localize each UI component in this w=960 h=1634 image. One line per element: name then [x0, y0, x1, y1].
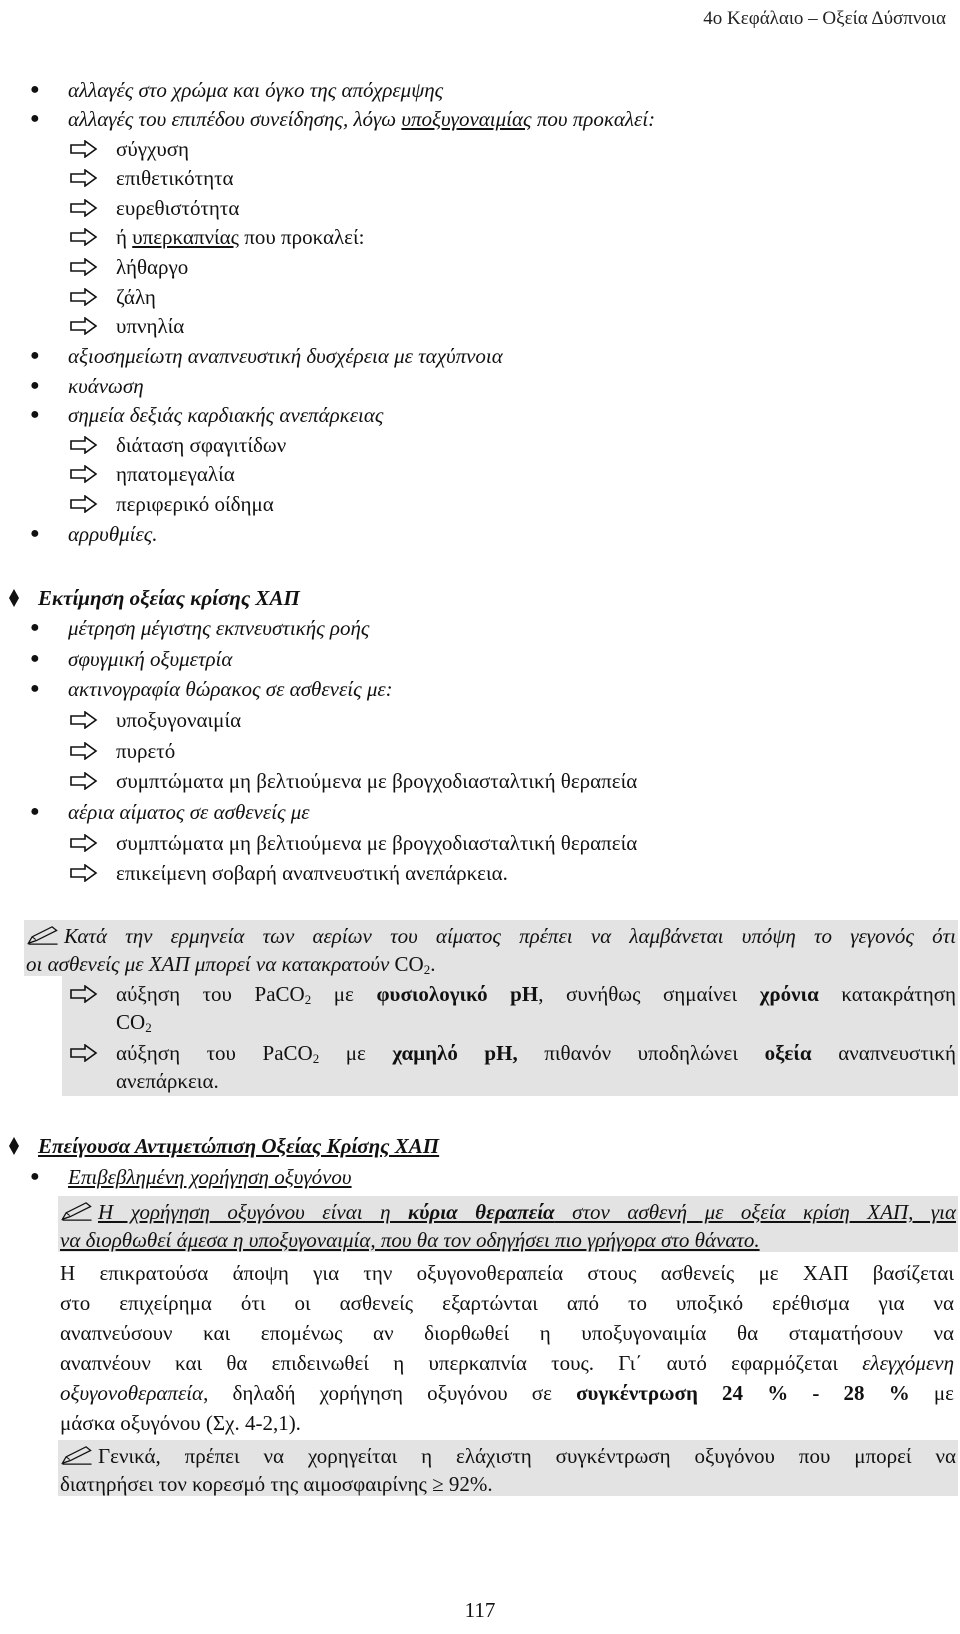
arrow-right-icon: [70, 495, 98, 513]
note-item-text: ανεπάρκεια.: [116, 1069, 219, 1093]
note-text: Η χορήγηση οξυγόνου είναι η κύρια θεραπεία στον ασθενή με οξεία κρίση ΧΑΠ, για: [60, 1198, 956, 1254]
note-text: διατηρήσει τον κορεσμό της αιμοσφαιρίνης ≥ 92%.: [60, 1472, 493, 1496]
paragraph-line: αναπνέουν και θα επιδεινωθεί η υπερκαπνία τους. Γι΄ αυτό εφαρμόζεται ελεγχόμενη: [60, 1351, 954, 1375]
bullet-icon: ●: [30, 347, 40, 364]
paragraph-line: μάσκα οξυγόνου (Σχ. 4-2,1).: [60, 1411, 301, 1435]
arrow-right-icon: [70, 288, 98, 306]
arrow-right-icon: [70, 864, 98, 882]
bullet-icon: ●: [30, 406, 40, 423]
paragraph-line: Η επικρατούσα άποψη για την οξυγονοθεραπεία στους ασθενείς με ΧΑΠ βασίζεται: [60, 1261, 954, 1285]
bullet-icon: ●: [30, 650, 40, 667]
arrow-right-icon: [70, 228, 98, 246]
arrow-right-icon: [70, 742, 98, 760]
arrow-right-icon: [70, 711, 98, 729]
arrow-right-icon: [70, 772, 98, 790]
note-item-text: $CO_2$: [116, 1010, 152, 1035]
arrow-right-icon: [70, 465, 98, 483]
arrow-right-icon: [70, 169, 98, 187]
bullet-icon: ●: [30, 525, 40, 542]
diamond-icon: [8, 588, 20, 608]
bullet-icon: ●: [30, 377, 40, 394]
bullet-icon: ●: [30, 110, 40, 127]
note-item-text: αύξηση του PaCO$_2$ με φυσιολογικό pH, συνήθως σημαίνει χρόνια κατακράτηση: [116, 982, 956, 1007]
note-item-text: αύξηση του PaCO$_2$ με χαμηλό pH, πιθανόν υποδηλώνει οξεία αναπνευστική: [116, 1041, 956, 1066]
arrow-right-icon: [70, 1044, 98, 1062]
paragraph-line: οξυγονοθεραπεία, δηλαδή χορήγηση οξυγόνου σε συγκέντρωση 24 % - 28 % με: [60, 1381, 955, 1405]
arrow-right-icon: [70, 199, 98, 217]
page-number: 117: [464, 1598, 496, 1622]
bullet-icon: ●: [30, 1168, 40, 1185]
arrow-right-icon: [70, 985, 98, 1003]
bullet-icon: ●: [30, 81, 40, 98]
arrow-right-icon: [70, 834, 98, 852]
diamond-icon: [8, 1136, 20, 1156]
bullet-icon: ●: [30, 680, 40, 697]
note-text: να διορθωθεί άμεσα η υποξυγοναιμία, που θα τον οδηγήσει πιο γρήγορα στο θάνατο.: [60, 1228, 760, 1252]
paragraph-line: αναπνεύσουν και επομένως αν διορθωθεί η υποξυγοναιμία θα σταματήσουν να: [60, 1321, 954, 1345]
bullet-icon: ●: [30, 803, 40, 820]
paragraph-line: στο επιχείρημα ότι οι ασθενείς εξαρτώνται από το υποξικό ερέθισμα για να: [60, 1291, 954, 1315]
arrow-right-icon: [70, 436, 98, 454]
pencil-icon: [26, 925, 60, 945]
note-text: Κατά την ερμηνεία των αερίων του αίματος πρέπει να λαμβάνεται υπόψη το γεγονός ότι: [26, 922, 956, 978]
pencil-icon: [60, 1445, 94, 1465]
note-text: οι ασθενείς με ΧΑΠ μπορεί να κατακρατούν $CO_2$.: [26, 952, 436, 977]
note-text: Γενικά, πρέπει να χορηγείται η ελάχιστη συγκέντρωση οξυγόνου που μπορεί να: [60, 1442, 956, 1498]
pencil-icon: [60, 1201, 94, 1221]
bullet-icon: ●: [30, 619, 40, 636]
arrow-right-icon: [70, 140, 98, 158]
page-header: 4ο Κεφάλαιο – Οξεία Δύσπνοια: [703, 8, 946, 29]
arrow-right-icon: [70, 258, 98, 276]
arrow-right-icon: [70, 317, 98, 335]
